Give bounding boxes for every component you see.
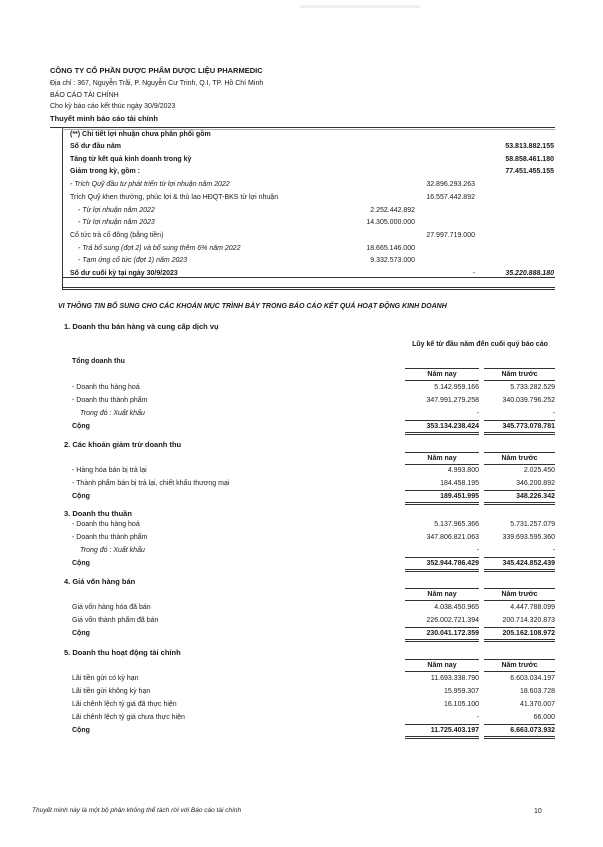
s2-row-prev-year: 346.200.892 xyxy=(516,480,555,487)
profit-row-label: Giảm trong kỳ, gồm : xyxy=(70,168,141,175)
s5-total-label: Cộng xyxy=(72,727,90,734)
s2-total-rule-b xyxy=(484,490,555,491)
s3-row-label: Trong đó : Xuất khẩu xyxy=(80,547,145,554)
profit-col2-value: 32.896.293.263 xyxy=(426,181,475,188)
profit-col3-value: 77.451.455.155 xyxy=(505,168,554,175)
profit-col2-value: 16.557.442.892 xyxy=(426,194,475,201)
s3-total-dbl-b xyxy=(484,569,555,572)
notes-title: Thuyết minh báo cáo tài chính xyxy=(50,114,158,123)
s3-total-label: Cộng xyxy=(72,560,90,567)
s4-row-this-year: 226.002.721.394 xyxy=(426,617,479,624)
profit-col2-value: - xyxy=(472,270,475,277)
s2-total-dbl-a xyxy=(405,502,479,505)
s1-total-dbl-a xyxy=(405,432,479,435)
profit-rule-below-balance xyxy=(62,287,555,290)
s1-total-rule-b xyxy=(484,420,555,421)
s5-row-label: Lãi chênh lệch tỷ giá đã thực hiện xyxy=(72,701,177,708)
s4-row-label: Giá vốn thành phẩm đã bán xyxy=(72,617,159,624)
s3-total-rule-a xyxy=(405,557,479,558)
s4-total-dbl-b xyxy=(484,639,555,642)
s5-row-this-year: 16.105.100 xyxy=(443,701,479,708)
s4-col-b-header-rule xyxy=(484,600,555,601)
s1-title: 1. Doanh thu bán hàng và cung cấp dịch vụ xyxy=(64,322,219,331)
s1-row-label: - Doanh thu thành phẩm xyxy=(72,397,148,404)
s1-col-a-header-rule xyxy=(405,380,479,381)
s2-total-this-year: 189.451.995 xyxy=(440,493,479,500)
s2-col-a-top-rule xyxy=(405,452,479,453)
s1-total-rule-a xyxy=(405,420,479,421)
s2-col-b-header-rule xyxy=(484,464,555,465)
s4-col-b-top-rule xyxy=(484,588,555,589)
page-number: 10 xyxy=(534,808,542,815)
s2-row-this-year: 184.458.195 xyxy=(440,480,479,487)
s2-total-prev-year: 348.226.342 xyxy=(516,493,555,500)
scan-artifact xyxy=(300,5,420,8)
s5-header-prev-year: Năm trước xyxy=(501,662,538,669)
s3-row-this-year: - xyxy=(476,547,479,554)
s2-col-b-top-rule xyxy=(484,452,555,453)
s5-col-a-top-rule xyxy=(405,659,479,660)
s5-row-this-year: 15.959.307 xyxy=(443,688,479,695)
s4-total-dbl-a xyxy=(405,639,479,642)
s5-total-dbl-b xyxy=(484,736,555,739)
profit-row-label: Tăng từ kết quả kinh doanh trong kỳ xyxy=(70,156,192,163)
report-title: BÁO CÁO TÀI CHÍNH xyxy=(50,92,119,99)
header-rule xyxy=(50,127,555,128)
s5-row-label: Lãi chênh lệch tỷ giá chưa thực hiện xyxy=(72,714,185,721)
s1-header-this-year: Năm nay xyxy=(427,371,457,378)
s3-title: 3. Doanh thu thuần xyxy=(64,509,132,518)
section-vi-title: VI THÔNG TIN BỔ SUNG CHO CÁC KHOẢN MỤC TRÌNH BÀY TRONG BÁO CÁO KẾT QUẢ HOẠT ĐỘNG KINH DOANH xyxy=(58,303,447,310)
s5-total-this-year: 11.725.403.197 xyxy=(430,727,479,734)
s1-row-this-year: 347.991.279.258 xyxy=(426,397,479,404)
profit-col2-value: 27.997.719.000 xyxy=(426,232,475,239)
profit-box-top xyxy=(62,129,555,130)
s5-total-dbl-a xyxy=(405,736,479,739)
profit-col1-value: 9.332.573.000 xyxy=(370,257,415,264)
s1-total-label: Cộng xyxy=(72,423,90,430)
s4-col-a-header-rule xyxy=(405,600,479,601)
s4-total-rule-b xyxy=(484,627,555,628)
profit-row-label: - Trích Quỹ đầu tư phát triển từ lợi nhuận năm 2022 xyxy=(70,181,230,188)
s2-total-rule-a xyxy=(405,490,479,491)
profit-col3-value: 53.813.882.155 xyxy=(505,143,554,150)
profit-col1-value: 18.665.146.000 xyxy=(366,245,415,252)
s5-row-label: Lãi tiền gửi có kỳ hạn xyxy=(72,675,139,682)
s3-row-prev-year: 339.693.595.360 xyxy=(502,534,555,541)
s5-header-this-year: Năm nay xyxy=(427,662,457,669)
s1-total-this-year: 353.134.238.424 xyxy=(426,423,479,430)
s1-total-dbl-b xyxy=(484,432,555,435)
profit-detail-title: (**) Chi tiết lợi nhuận chưa phân phối gồm xyxy=(70,131,211,138)
profit-col1-value: 2.252.442.892 xyxy=(370,207,415,214)
s3-total-rule-b xyxy=(484,557,555,558)
s5-row-prev-year: 18.603.728 xyxy=(519,688,555,695)
s5-row-prev-year: 6.603.034.197 xyxy=(510,675,555,682)
profit-row-label: Trích Quỹ khen thưởng, phúc lợi & thù lao HĐQT-BKS từ lợi nhuận xyxy=(70,194,279,201)
s1-row-label: Trong đó : Xuất khẩu xyxy=(80,410,145,417)
company-name: CÔNG TY CỔ PHẦN DƯỢC PHẨM DƯỢC LIỆU PHARMEDIC xyxy=(50,66,263,75)
s5-col-b-top-rule xyxy=(484,659,555,660)
s2-total-label: Cộng xyxy=(72,493,90,500)
s3-row-this-year: 5.137.965.366 xyxy=(434,521,479,528)
profit-row-label: Cổ tức trả cổ đông (bằng tiền) xyxy=(70,232,164,239)
s3-total-this-year: 352.944.786.429 xyxy=(426,560,479,567)
s4-col-a-top-rule xyxy=(405,588,479,589)
profit-box-left-border xyxy=(62,128,63,289)
s5-total-prev-year: 6.663.073.932 xyxy=(510,727,555,734)
s1-total-prev-year: 345.773.078.781 xyxy=(502,423,555,430)
s5-row-this-year: - xyxy=(476,714,479,721)
profit-col3-value: 35.220.888.180 xyxy=(505,270,554,277)
s2-title: 2. Các khoản giảm trừ doanh thu xyxy=(64,440,182,449)
s1-col-b-header-rule xyxy=(484,380,555,381)
s5-row-prev-year: 66.000 xyxy=(533,714,555,721)
s4-total-this-year: 230.041.172.359 xyxy=(426,630,479,637)
profit-row-label: - Từ lợi nhuận năm 2023 xyxy=(78,219,155,226)
s5-total-rule-b xyxy=(484,724,555,725)
s1-row-prev-year: 5.733.282.529 xyxy=(510,384,555,391)
profit-row-label: Số dư đầu năm xyxy=(70,143,121,150)
s2-header-prev-year: Năm trước xyxy=(501,455,538,462)
s4-header-prev-year: Năm trước xyxy=(501,591,538,598)
s4-title: 4. Giá vốn hàng bán xyxy=(64,577,136,586)
s4-row-label: Giá vốn hàng hóa đã bán xyxy=(72,604,151,611)
profit-row-label: - Trả bổ sung (đợt 2) và bổ sung thêm 6% năm 2022 xyxy=(78,245,241,252)
s4-total-prev-year: 205.162.108.972 xyxy=(502,630,555,637)
s5-row-prev-year: 41.370.007 xyxy=(519,701,555,708)
s1-col-a-top-rule xyxy=(405,368,479,369)
s1-header-prev-year: Năm trước xyxy=(501,371,538,378)
s1-col-b-top-rule xyxy=(484,368,555,369)
s1-row-prev-year: 340.039.796.252 xyxy=(502,397,555,404)
s1-row-this-year: - xyxy=(476,410,479,417)
s4-total-label: Cộng xyxy=(72,630,90,637)
s1-subtitle: Tổng doanh thu xyxy=(72,358,125,365)
s2-col-a-header-rule xyxy=(405,464,479,465)
profit-rule-above-balance xyxy=(62,277,555,278)
s5-col-a-header-rule xyxy=(405,671,479,672)
s1-row-label: - Doanh thu hàng hoá xyxy=(72,384,140,391)
profit-col1-value: 14.305.000.000 xyxy=(366,219,415,226)
s4-total-rule-a xyxy=(405,627,479,628)
ytd-header: Lũy kế từ đầu năm đến cuối quý báo cáo xyxy=(412,341,548,348)
s4-row-prev-year: 4.447.788.099 xyxy=(510,604,555,611)
s3-row-label: - Doanh thu thành phẩm xyxy=(72,534,148,541)
s2-row-prev-year: 2.025.450 xyxy=(523,467,555,474)
s4-row-prev-year: 200.714.320.873 xyxy=(502,617,555,624)
s3-total-dbl-a xyxy=(405,569,479,572)
s4-row-this-year: 4.038.450.965 xyxy=(434,604,479,611)
s2-row-this-year: 4.993.800 xyxy=(447,467,479,474)
s3-row-prev-year: - xyxy=(552,547,555,554)
report-period: Cho kỳ báo cáo kết thúc ngày 30/9/2023 xyxy=(50,103,176,110)
profit-row-label: Số dư cuối kỳ tại ngày 30/9/2023 xyxy=(70,270,178,277)
s5-row-this-year: 11.693.338.790 xyxy=(430,675,479,682)
s4-header-this-year: Năm nay xyxy=(427,591,457,598)
profit-row-label: - Tạm ứng cổ tức (đợt 1) năm 2023 xyxy=(78,257,188,264)
company-address: Địa chỉ : 367, Nguyễn Trãi, P. Nguyễn Cư Trinh, Q.I, TP. Hồ Chí Minh xyxy=(50,80,264,87)
profit-col3-value: 58.858.461.180 xyxy=(505,156,554,163)
s1-row-this-year: 5.142.959.166 xyxy=(434,384,479,391)
s3-row-prev-year: 5.731.257.079 xyxy=(510,521,555,528)
s5-title: 5. Doanh thu hoạt động tài chính xyxy=(64,648,181,657)
profit-row-label: - Từ lợi nhuận năm 2022 xyxy=(78,207,155,214)
s2-row-label: - Hàng hóa bán bị trả lại xyxy=(72,467,147,474)
s5-row-label: Lãi tiền gửi không kỳ hạn xyxy=(72,688,151,695)
footer-note: Thuyết minh này là một bộ phận không thể tách rời với Báo cáo tài chính xyxy=(32,807,242,814)
s3-row-label: - Doanh thu hàng hoá xyxy=(72,521,140,528)
s5-total-rule-a xyxy=(405,724,479,725)
s2-header-this-year: Năm nay xyxy=(427,455,457,462)
s3-total-prev-year: 345.424.852.439 xyxy=(502,560,555,567)
s2-row-label: - Thành phẩm bán bị trả lại, chiết khấu thương mại xyxy=(72,480,230,487)
s5-col-b-header-rule xyxy=(484,671,555,672)
s2-total-dbl-b xyxy=(484,502,555,505)
s3-row-this-year: 347.806.821.063 xyxy=(426,534,479,541)
s1-row-prev-year: - xyxy=(552,410,555,417)
